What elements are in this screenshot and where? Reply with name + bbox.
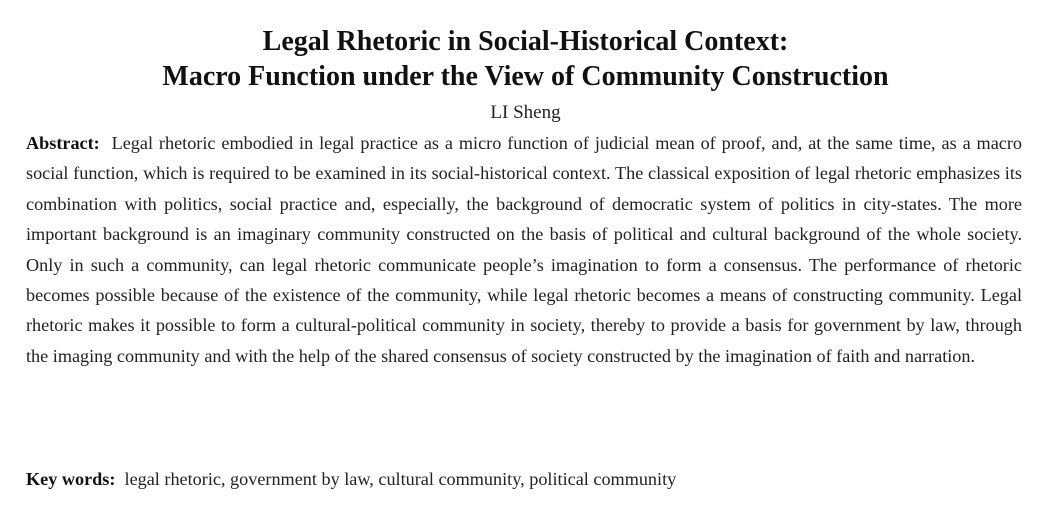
keywords-text: legal rhetoric, government by law, cultural community, political community [124,469,677,489]
abstract-paragraph [26,128,1022,371]
keywords-label: Key words: [26,469,116,489]
keywords-line [26,464,1022,494]
author-name: LI Sheng [490,102,561,123]
abstract-label: Abstract: [26,133,100,153]
abstract-text: Legal rhetoric embodied in legal practice as a micro function of judicial mean of proof, and, at the same time, as a macro social function, which is required to be examined in its social-historical context. The classical exposition of legal rhetoric emphasizes its combination with politics, social practice and, especially, the background of democratic system of politics in city-states. The more important background is an imaginary community constructed on the basis of political and cultural background of the whole society. Only in such a community, can legal rhetoric communicate people’s imagination to form a consensus. The performance of rhetoric becomes possible because of the existence of the community, while legal rhetoric becomes a means of constructing community. Legal rhetoric makes it possible to form a cultural-political community in society, thereby to provide a basis for government by law, through the imaging community and with the help of the shared consensus of society constructed by the imagination of faith and narration. [26,133,1023,366]
title-line-2: Macro Function under the View of Community Construction [162,61,889,92]
paper-title [0,24,1051,94]
title-line-1: Legal Rhetoric in Social-Historical Context: [262,26,789,57]
